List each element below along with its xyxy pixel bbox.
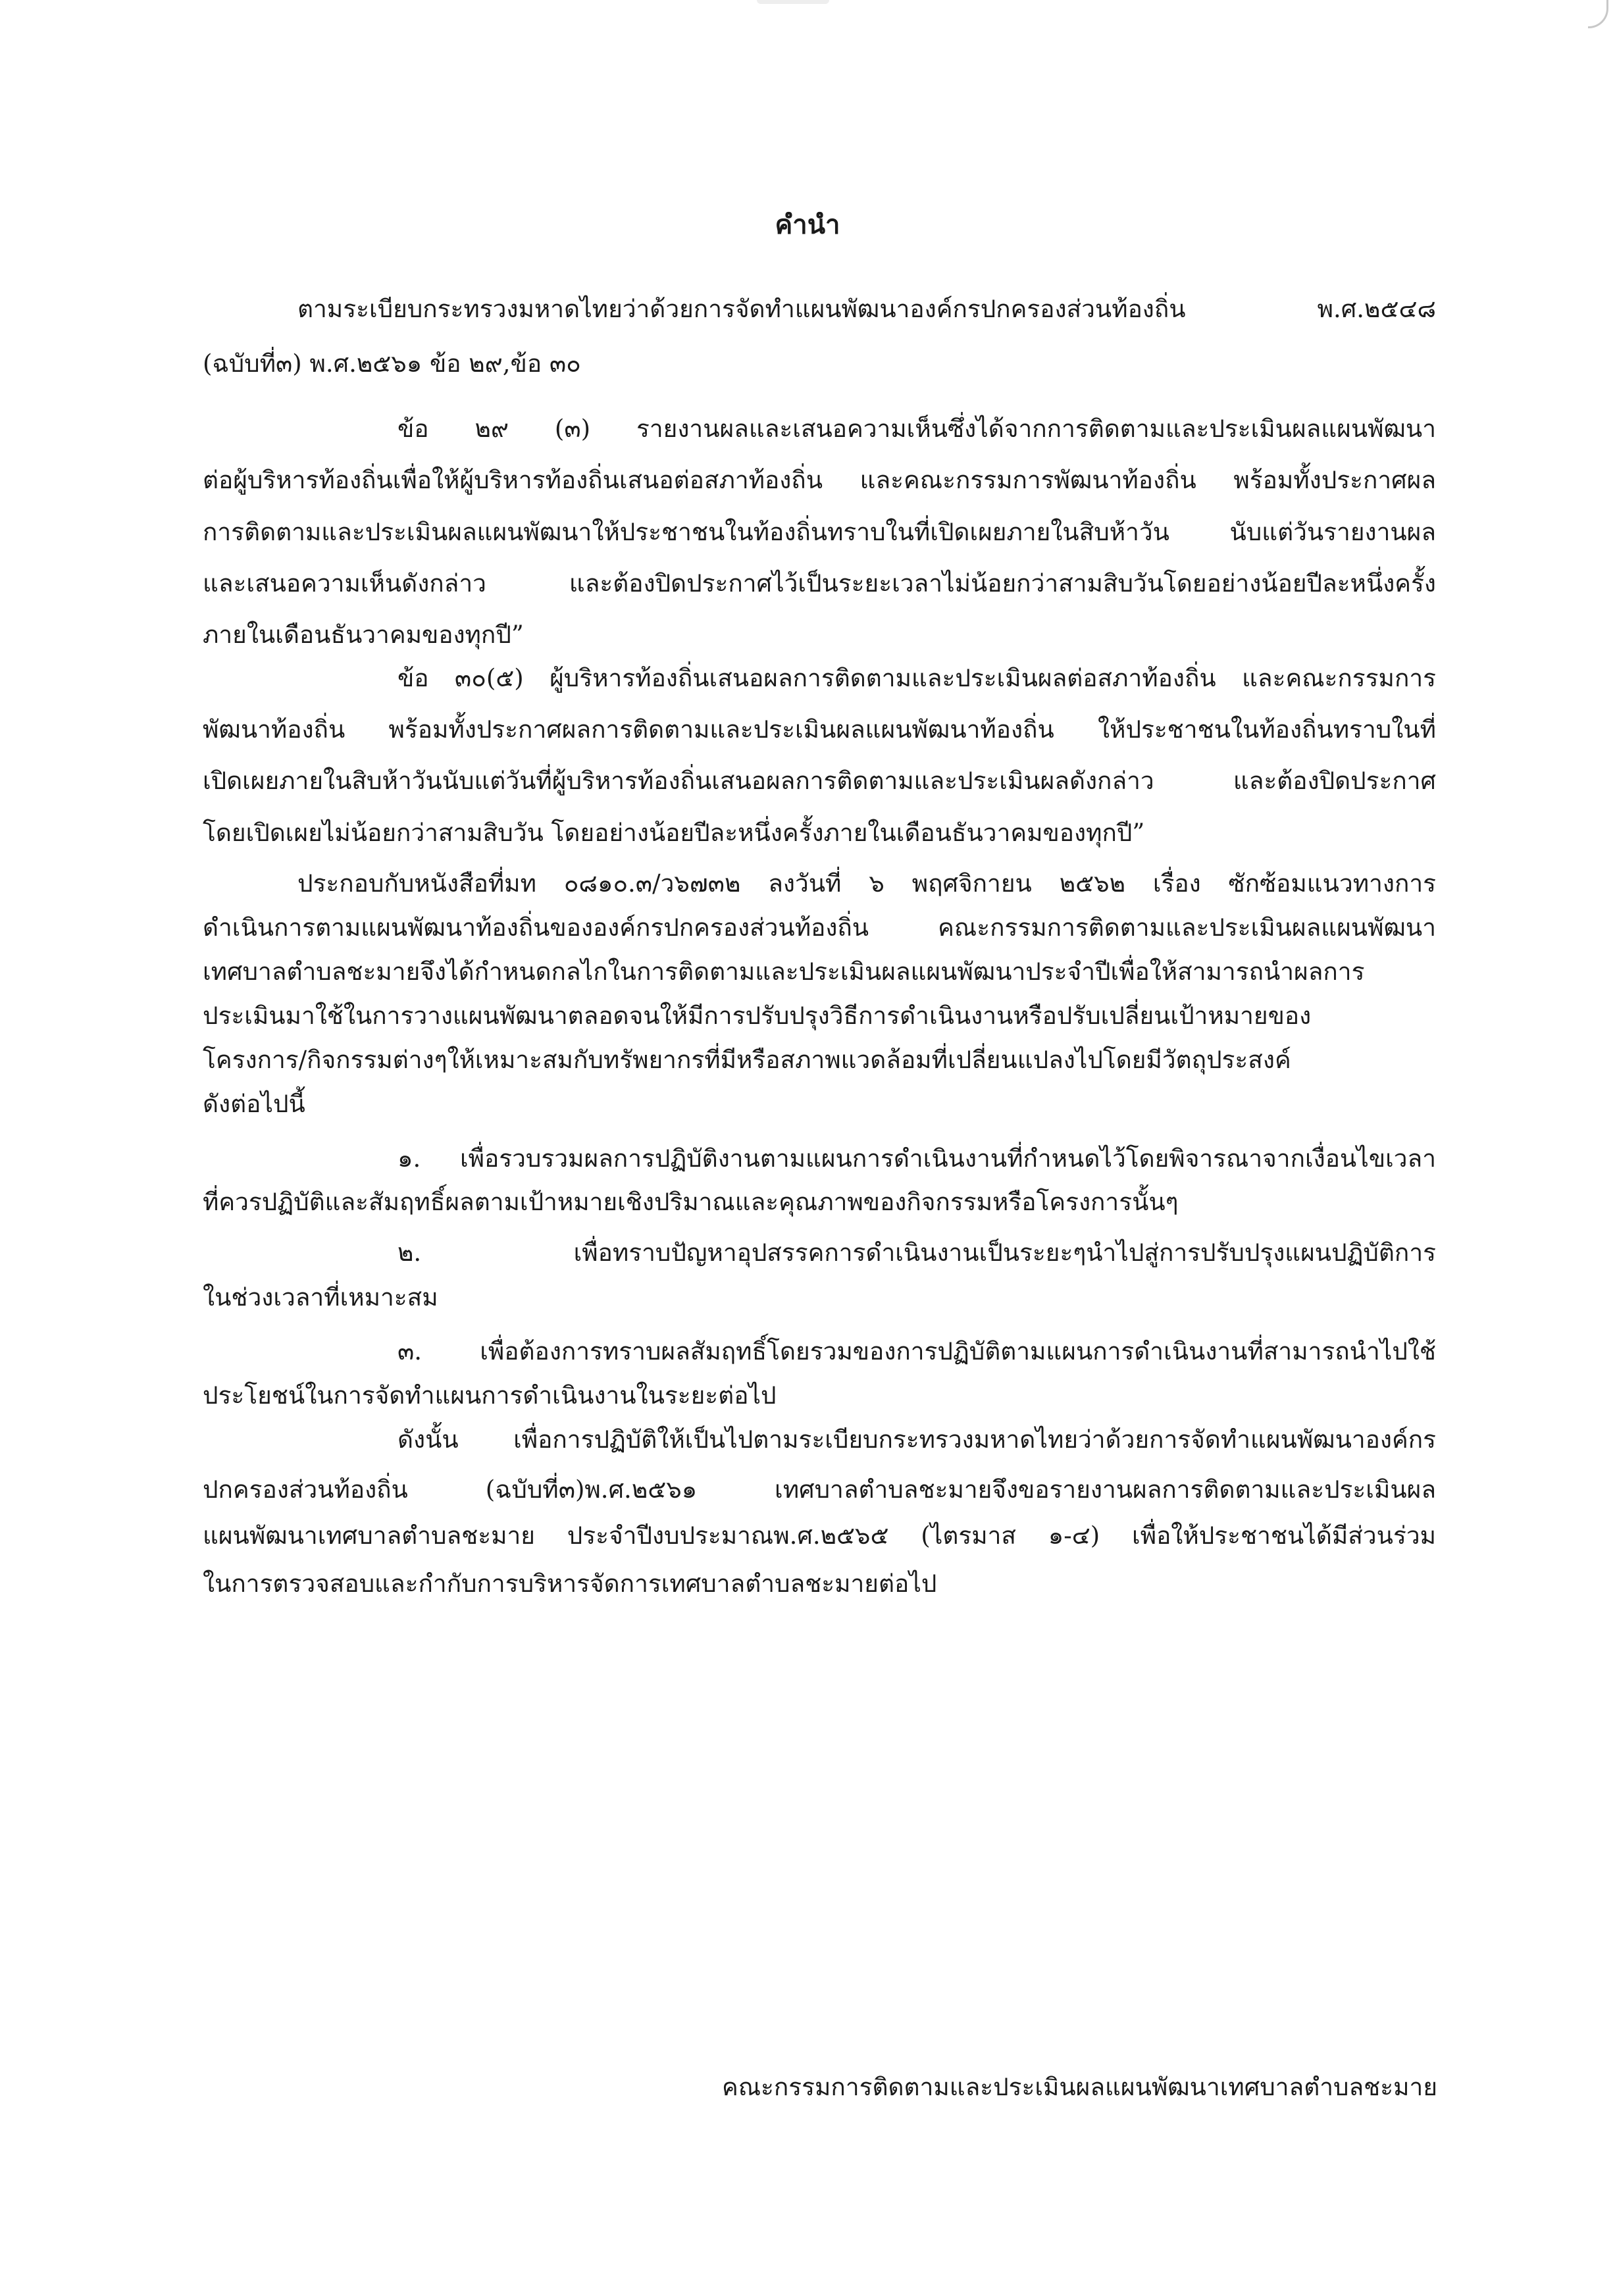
text-line: ตามระเบียบกระทรวงมหาดไทยว่าด้วยการจัดทำแผนพัฒนาองค์กรปกครองส่วนท้องถิ่น พ.ศ.๒๕๔๘ — [297, 295, 1436, 323]
text-line: ๒. เพื่อทราบปัญหาอุปสรรคการดำเนินงานเป็นระยะๆนำไปสู่การปรับปรุงแผนปฏิบัติการ — [397, 1238, 1436, 1267]
text-line: ในการตรวจสอบและกำกับการบริหารจัดการเทศบาลตำบลชะมายต่อไป — [203, 1569, 937, 1598]
text-line: ข้อ ๒๙ (๓) รายงานผลและเสนอความเห็นซึ่งได้จากการติดตามและประเมินผลแผนพัฒนา — [397, 415, 1436, 443]
text-line: เทศบาลตำบลชะมายจึงได้กำหนดกลไกในการติดตามและประเมินผลแผนพัฒนาประจำปีเพื่อให้สามารถนำผลการ — [203, 957, 1365, 986]
scan-edge-mark-top — [757, 0, 829, 4]
text-line: ดังต่อไปนี้ — [203, 1090, 305, 1118]
text-line: ประเมินมาใช้ในการวางแผนพัฒนาตลอดจนให้มีการปรับปรุงวิธีการดำเนินงานหรือปรับเปลี่ยนเป้าหมายของ — [203, 1002, 1312, 1030]
text-line: ต่อผู้บริหารท้องถิ่นเพื่อให้ผู้บริหารท้องถิ่นเสนอต่อสภาท้องถิ่น และคณะกรรมการพัฒนาท้องถิ่น พร้อมทั้งประกาศผล — [203, 466, 1436, 494]
text-line: ดังนั้น เพื่อการปฏิบัติให้เป็นไปตามระเบียบกระทรวงมหาดไทยว่าด้วยการจัดทำแผนพัฒนาองค์กร — [397, 1425, 1436, 1454]
text-line: ๓. เพื่อต้องการทราบผลสัมฤทธิ์โดยรวมของการปฏิบัติตามแผนการดำเนินงานที่สามารถนำไปใช้ — [397, 1337, 1436, 1365]
text-line: แผนพัฒนาเทศบาลตำบลชะมาย ประจำปีงบประมาณพ.ศ.๒๕๖๕ (ไตรมาส ๑-๔) เพื่อให้ประชาชนได้มีส่วนร่วม — [203, 1521, 1436, 1550]
text-line: ประกอบกับหนังสือที่มท ๐๘๑๐.๓/ว๖๗๓๒ ลงวันที่ ๖ พฤศจิกายน ๒๕๖๒ เรื่อง ซักซ้อมแนวทางการ — [297, 869, 1436, 898]
text-line: โดยเปิดเผยไม่น้อยกว่าสามสิบวัน โดยอย่างน้อยปีละหนึ่งครั้งภายในเดือนธันวาคมของทุกปี” — [203, 819, 1145, 847]
text-line: ที่ควรปฏิบัติและสัมฤทธิ์ผลตามเป้าหมายเชิงปริมาณและคุณภาพของกิจกรรมหรือโครงการนั้นๆ — [203, 1188, 1179, 1216]
page-title: คำนำ — [775, 209, 840, 240]
signature-line: คณะกรรมการติดตามและประเมินผลแผนพัฒนาเทศบาลตำบลชะมาย — [721, 2073, 1437, 2101]
text-line: ประโยชน์ในการจัดทำแผนการดำเนินงานในระยะต่อไป — [203, 1381, 777, 1410]
text-line: พัฒนาท้องถิ่น พร้อมทั้งประกาศผลการติดตามและประเมินผลแผนพัฒนาท้องถิ่น ให้ประชาชนในท้องถิ่นทราบในที่ — [203, 715, 1436, 744]
text-line: และเสนอความเห็นดังกล่าว และต้องปิดประกาศไว้เป็นระยะเวลาไม่น้อยกว่าสามสิบวันโดยอย่างน้อยปีละหนึ่งครั้ง — [203, 569, 1436, 598]
text-line: ดำเนินการตามแผนพัฒนาท้องถิ่นขององค์กรปกครองส่วนท้องถิ่น คณะกรรมการติดตามและประเมินผลแผนพัฒนา — [203, 913, 1436, 942]
text-line: การติดตามและประเมินผลแผนพัฒนาให้ประชาชนในท้องถิ่นทราบในที่เปิดเผยภายในสิบห้าวัน นับแต่วันรายงานผล — [203, 518, 1436, 546]
text-line: ภายในเดือนธันวาคมของทุกปี” — [203, 621, 524, 649]
text-line: โครงการ/กิจกรรมต่างๆให้เหมาะสมกับทรัพยากรที่มีหรือสภาพแวดล้อมที่เปลี่ยนแปลงไปโดยมีวัตถุประสงค์ — [203, 1046, 1291, 1074]
text-line: ในช่วงเวลาที่เหมาะสม — [203, 1283, 438, 1312]
text-line: ๑. เพื่อรวบรวมผลการปฏิบัติงานตามแผนการดำเนินงานที่กำหนดไว้โดยพิจารณาจากเงื่อนไขเวลา — [397, 1144, 1436, 1173]
text-line: ข้อ ๓๐(๕) ผู้บริหารท้องถิ่นเสนอผลการติดตามและประเมินผลต่อสภาท้องถิ่น และคณะกรรมการ — [397, 664, 1436, 692]
text-line: (ฉบับที่๓) พ.ศ.๒๕๖๑ ข้อ ๒๙,ข้อ ๓๐ — [203, 349, 581, 378]
text-line: เปิดเผยภายในสิบห้าวันนับแต่วันที่ผู้บริหารท้องถิ่นเสนอผลการติดตามและประเมินผลดังกล่าว และต้องปิดประกาศ — [203, 767, 1436, 795]
scan-edge-mark-corner — [1588, 0, 1608, 28]
text-line: ปกครองส่วนท้องถิ่น (ฉบับที่๓)พ.ศ.๒๕๖๑ เทศบาลตำบลชะมายจึงขอรายงานผลการติดตามและประเมินผล — [203, 1475, 1436, 1504]
